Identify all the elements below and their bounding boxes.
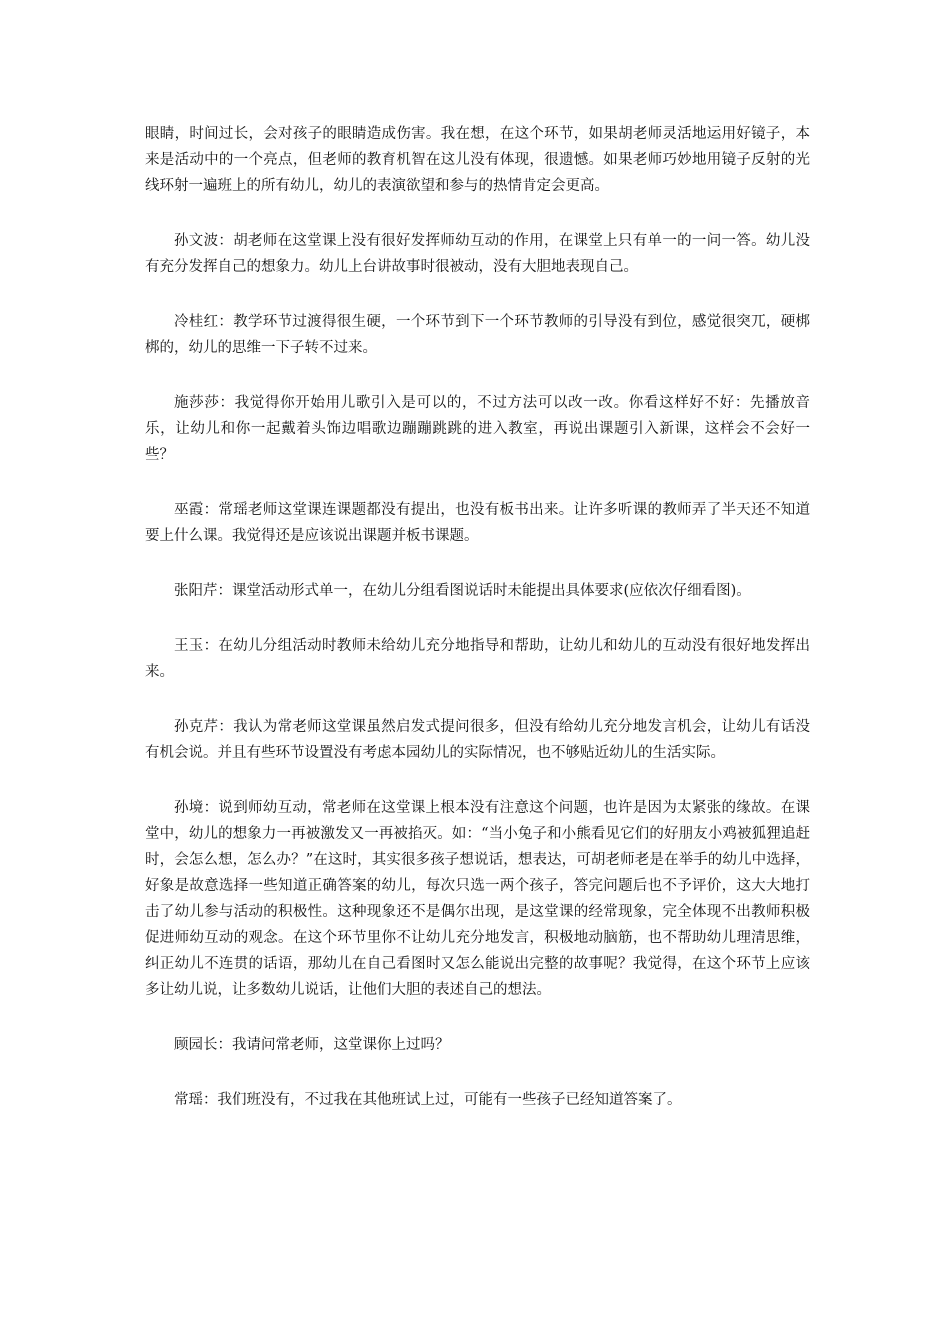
paragraph-gu-principal: 顾园长：我请问常老师，这堂课你上过吗？ [174,1037,450,1053]
paragraph-chang-yao: 常瑶：我们班没有，不过我在其他班试上过，可能有一些孩子已经知道答案了。 [174,1092,682,1108]
paragraph-shi-shasha: 施莎莎：我觉得你开始用儿歌引入是可以的，不过方法可以改一改。你看这样好不好：先播放音乐，让幼儿和你一起戴着头饰边唱歌边蹦蹦跳跳的进入教室，再说出课题引入新课，这样会不会好一些？ [145,395,810,463]
paragraph-zhang-yangqin: 张阳芹：课堂活动形式单一，在幼儿分组看图说话时未能提出具体要求(应依次仔细看图)。 [174,583,751,599]
document-body [145,121,810,1142]
paragraph-sun-wenbo: 孙文波：胡老师在这堂课上没有很好发挥师幼互动的作用，在课堂上只有单一的一问一答。幼儿没有充分发挥自己的想象力。幼儿上台讲故事时很被动，没有大胆地表现自己。 [145,233,810,275]
paragraph-wang-yu: 王玉：在幼儿分组活动时教师未给幼儿充分地指导和帮助，让幼儿和幼儿的互动没有很好地发挥出来。 [145,638,810,680]
paragraph-continuation: 眼睛，时间过长，会对孩子的眼睛造成伤害。我在想，在这个环节，如果胡老师灵活地运用好镜子，本来是活动中的一个亮点，但老师的教育机智在这儿没有体现，很遗憾。如果老师巧妙地用镜子反射的光线环射一遍班上的所有幼儿，幼儿的表演欲望和参与的热情肯定会更高。 [145,126,810,194]
paragraph-wu-xia: 巫霞：常瑶老师这堂课连课题都没有提出，也没有板书出来。让许多听课的教师弄了半天还不知道要上什么课。我觉得还是应该说出课题并板书课题。 [145,502,810,544]
paragraph-sun-keqin: 孙克芹：我认为常老师这堂课虽然启发式提问很多，但没有给幼儿充分地发言机会，让幼儿有话没有机会说。并且有些环节设置没有考虑本园幼儿的实际情况，也不够贴近幼儿的生活实际。 [145,719,810,761]
paragraph-sun-jing: 孙境：说到师幼互动，常老师在这堂课上根本没有注意这个问题，也许是因为太紧张的缘故。在课堂中，幼儿的想象力一再被激发又一再被掐灭。如：“当小兔子和小熊看见它们的好朋友小鸡被狐狸追赶时，会怎么想，怎么办？”在这时，其实很多孩子想说话，想表达，可胡老师老是在举手的幼儿中选择，好象是故意选择一些知道正确答案的幼儿，每次只选一两个孩子，答完问题后也不予评价，这大大地打击了幼儿参与活动的积极性。这种现象还不是偶尔出现，是这堂课的经常现象，完全体现不出教师积极促进师幼互动的观念。在这个环节里你不让幼儿充分地发言，积极地动脑筋，也不帮助幼儿理清思维，纠正幼儿不连贯的话语，那幼儿在自己看图时又怎么能说出完整的故事呢？我觉得，在这个环节上应该多让幼儿说，让多数幼儿说话，让他们大胆的表述自己的想法。 [145,800,810,998]
paragraph-leng-guihong: 冷桂红：教学环节过渡得很生硬，一个环节到下一个环节教师的引导没有到位，感觉很突兀，硬梆梆的，幼儿的思维一下子转不过来。 [145,314,810,356]
